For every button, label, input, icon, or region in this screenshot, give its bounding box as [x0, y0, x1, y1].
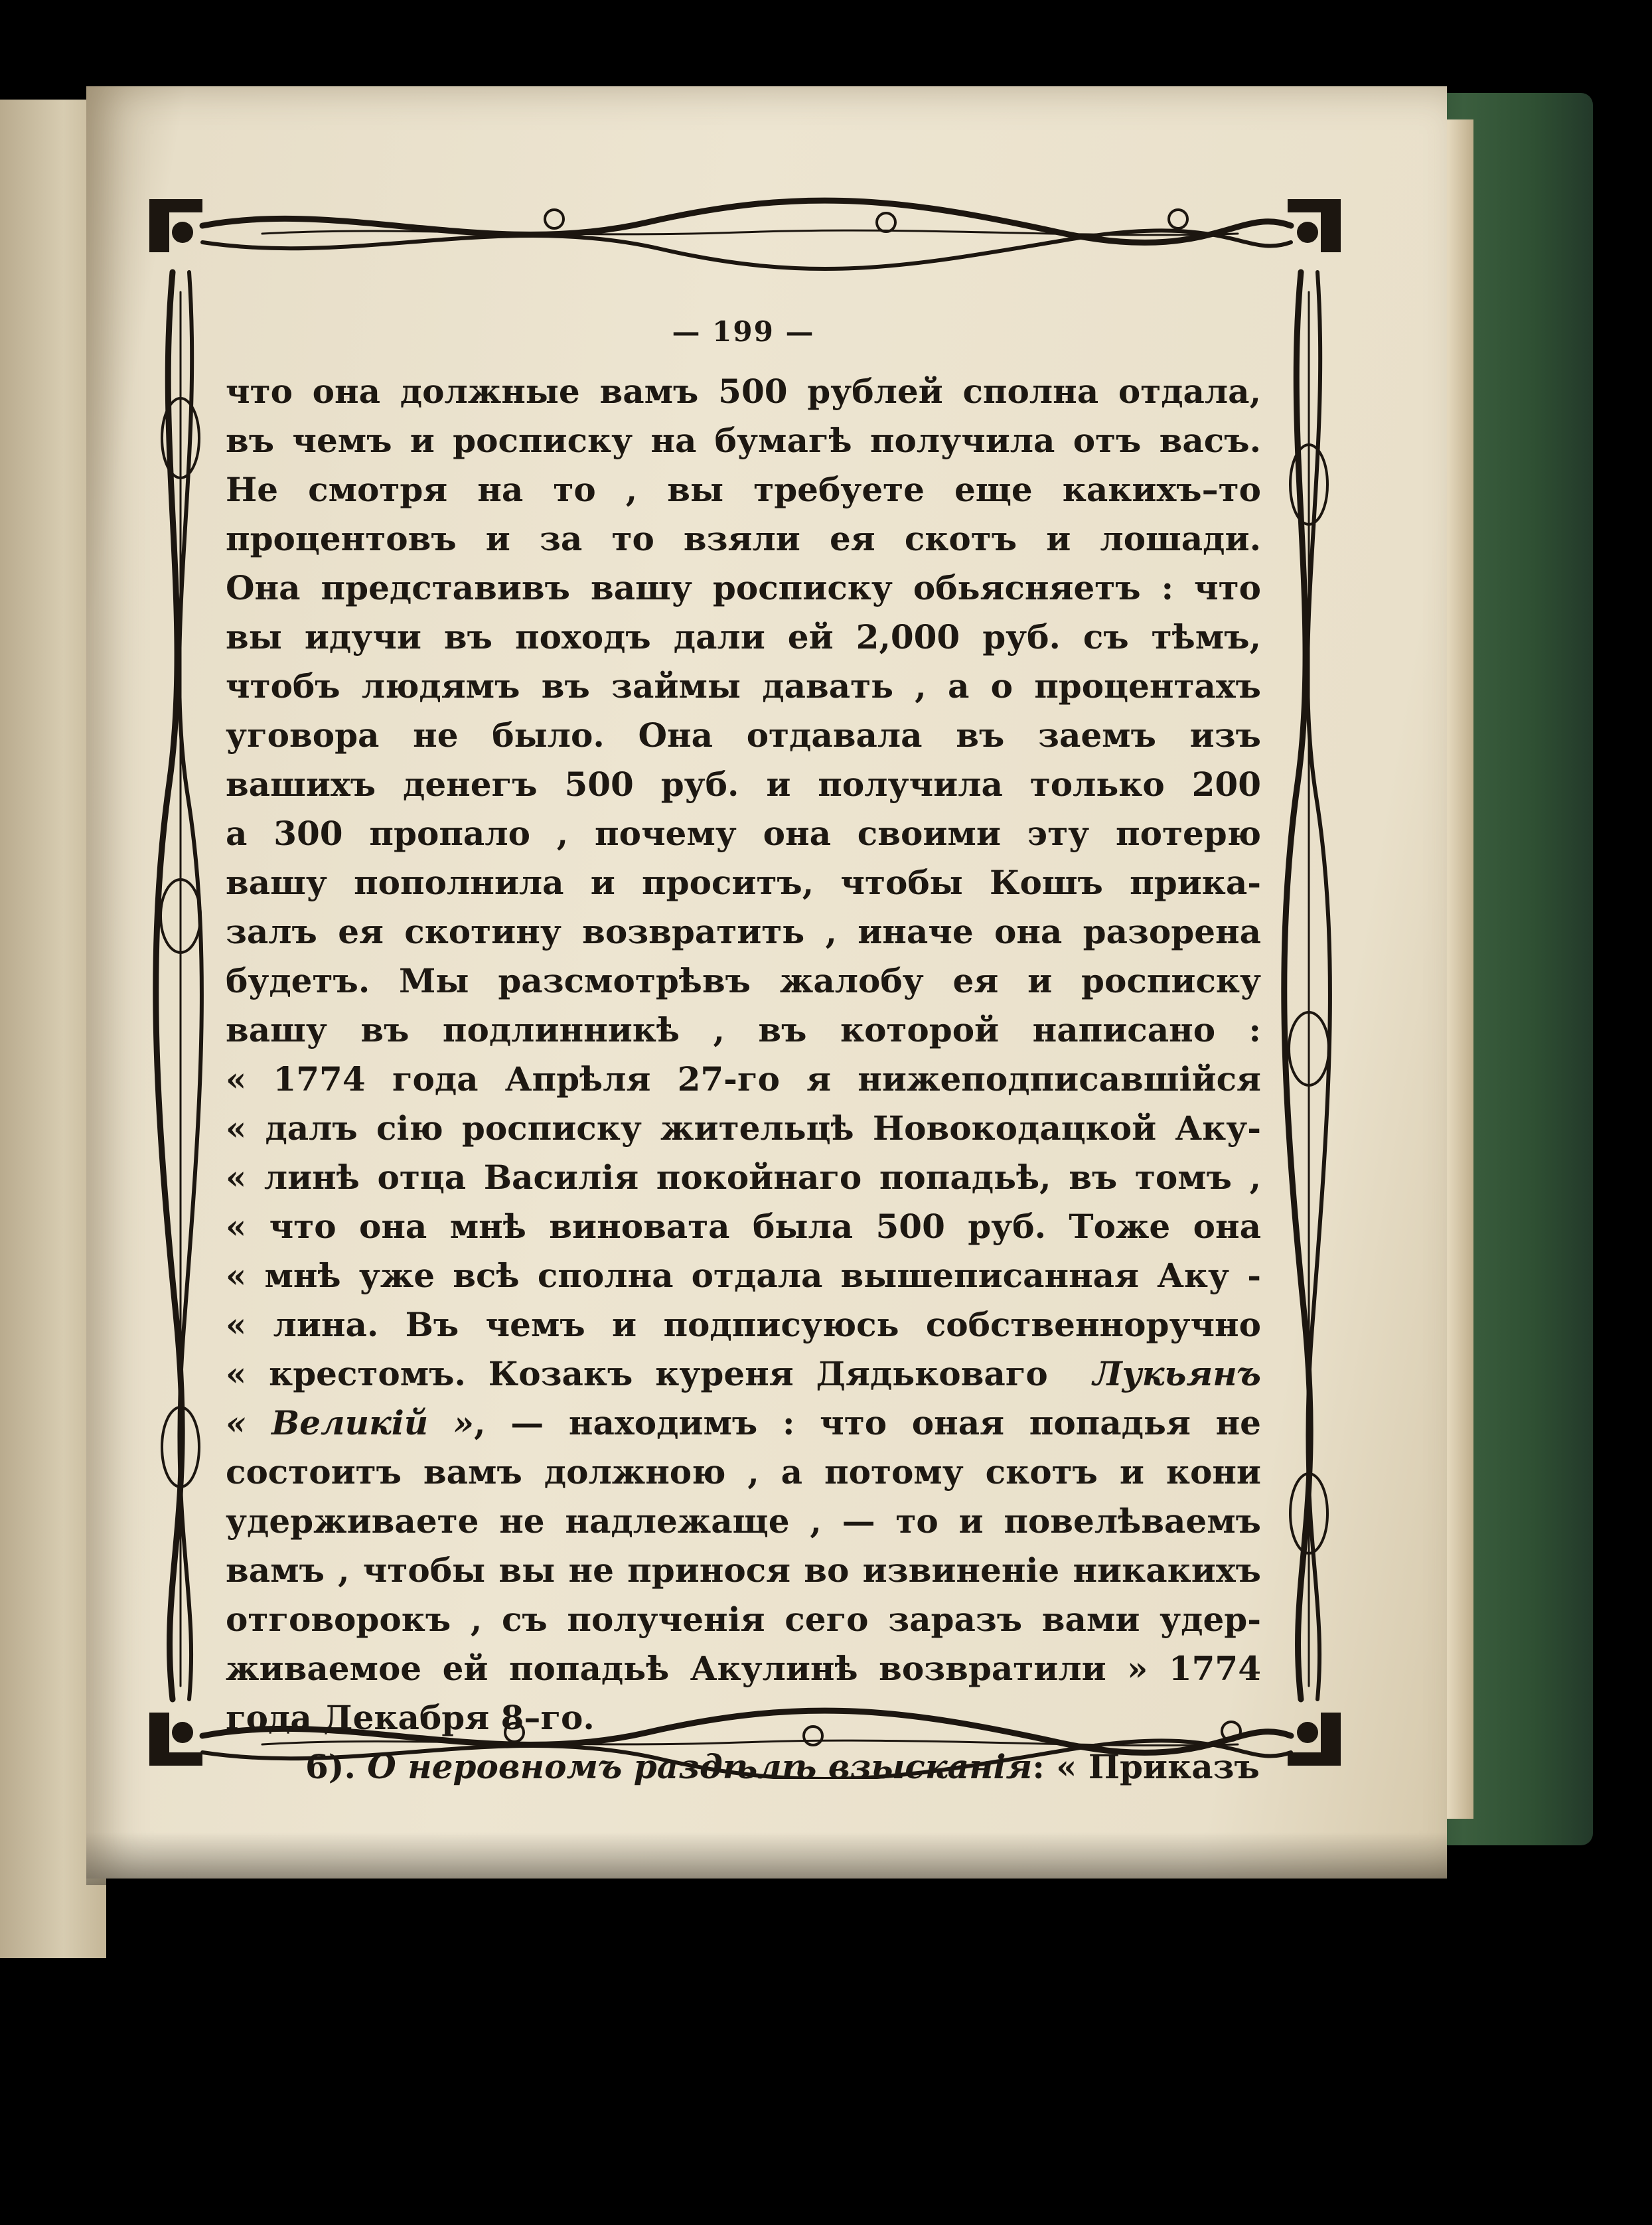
text-line: Она представивъ вашу росписку обьясняетъ : что — [226, 568, 1261, 607]
text-line: вашу пополнила и проситъ, чтобы Кошъ прика- — [226, 863, 1261, 902]
text-line: Не смотря на то , вы требуете еще какихъ–то — [226, 470, 1261, 509]
text-line: состоитъ вамъ должною , а потому скотъ и кони — [226, 1452, 1261, 1492]
text-line-signature — [226, 1349, 1261, 1399]
text-line-velikiy — [226, 1399, 1261, 1448]
text-span: , — находимъ : что оная попадья не — [474, 1403, 1261, 1442]
section-heading-line — [226, 1742, 1261, 1792]
text-line: уговора не было. Она отдавала въ заемъ изъ — [226, 716, 1261, 755]
text-line: вамъ , чтобы вы не принося во извиненіе никакихъ — [226, 1551, 1261, 1590]
text-line: процентовъ и за то взяли ея скотъ и лошади. — [226, 519, 1261, 558]
signature-surname: « Великій » — [226, 1403, 475, 1442]
text-line: залъ ея скотину возвратить , иначе она разорена — [226, 912, 1261, 951]
text-line: въ чемъ и росписку на бумагѣ получила отъ васъ. — [226, 421, 1261, 460]
text-line: « что она мнѣ виновата была 500 руб. Тоже она — [226, 1207, 1261, 1246]
text-line: отговорокъ , съ полученія сего заразъ вами удер- — [226, 1600, 1261, 1639]
text-line: что она должные вамъ 500 рублей сполна отдала, — [226, 372, 1261, 411]
text-line: удерживаете не надлежаще , — то и повелѣваемъ — [226, 1501, 1261, 1541]
page-text — [226, 309, 1261, 1792]
page-number: — 199 — — [672, 315, 815, 348]
signature-name: Лукьянъ — [1092, 1354, 1261, 1393]
text-line: года Декабря 8–го. — [226, 1698, 595, 1737]
section-rest: : « Приказъ — [1032, 1747, 1260, 1786]
text-line: вы идучи въ походъ дали ей 2,000 руб. съ тѣмъ, — [226, 617, 1261, 656]
text-line: чтобъ людямъ въ займы давать , а о процентахъ — [226, 666, 1261, 706]
text-line: вашихъ денегъ 500 руб. и получила только 200 — [226, 765, 1261, 804]
text-line: « линѣ отца Василія покойнаго попадьѣ, въ томъ , — [226, 1158, 1261, 1197]
text-span: « крестомъ. Козакъ куреня Дядьковаго — [226, 1354, 1048, 1393]
text-line: « далъ сію росписку жительцѣ Новокодацкой Аку- — [226, 1109, 1261, 1148]
section-number: 6). — [305, 1747, 356, 1786]
text-line: а 300 пропало , почему она своими эту потерю — [226, 814, 1261, 853]
section-title: О неровномъ раздѣлѣ взысканія — [367, 1747, 1033, 1786]
text-line: живаемое ей попадьѣ Акулинѣ возвратили » 1774 — [226, 1649, 1261, 1688]
text-line: « 1774 года Апрѣля 27-го я нижеподписавшійся — [226, 1059, 1261, 1099]
text-line: вашу въ подлинникѣ , въ которой написано : — [226, 1010, 1261, 1049]
text-line: « лина. Въ чемъ и подписуюсь собственноручно — [226, 1305, 1261, 1344]
page-shadow — [86, 1832, 1447, 1885]
text-line: будетъ. Мы разсмотрѣвъ жалобу ея и росписку — [226, 961, 1261, 1000]
text-line: « мнѣ уже всѣ сполна отдала вышеписанная Аку - — [226, 1256, 1261, 1295]
